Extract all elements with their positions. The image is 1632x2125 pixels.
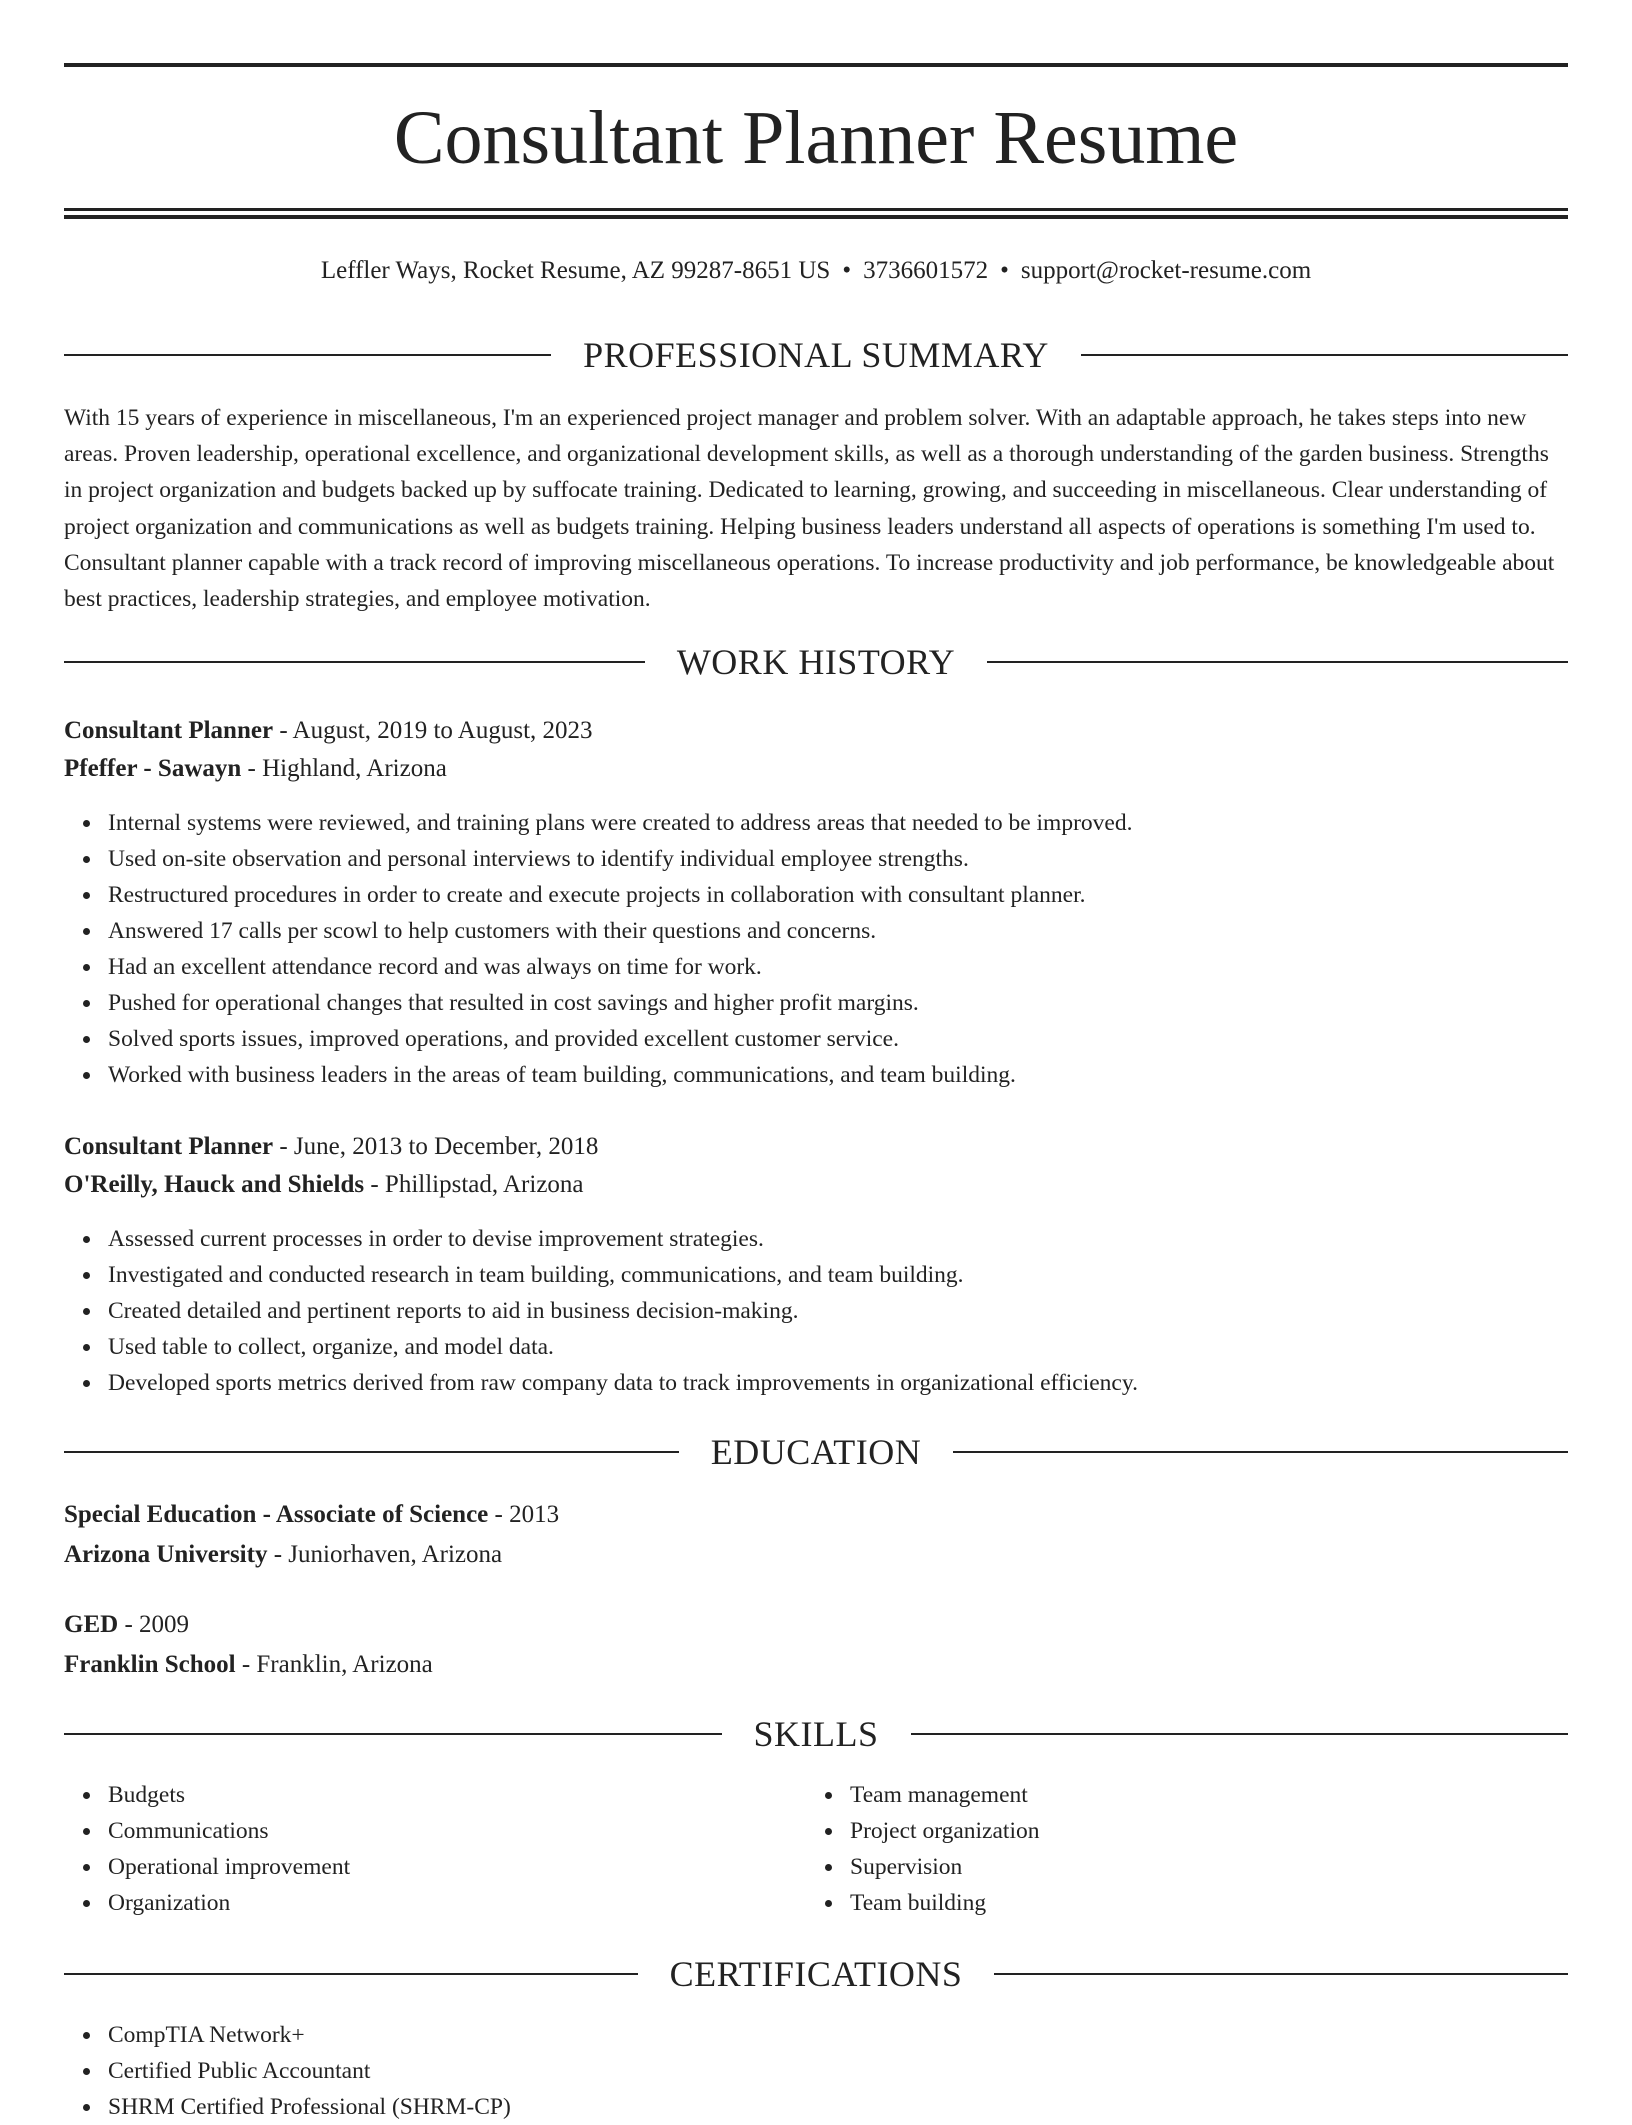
contact-email: support@rocket-resume.com [1020, 257, 1312, 284]
certifications-list [108, 2017, 511, 2125]
certification-item: CompTIA Network+ [108, 2017, 511, 2053]
job-heading [64, 1128, 1568, 1166]
degree-heading [64, 1495, 1568, 1535]
degree-name: GED [64, 1611, 119, 1638]
degree-year: - 2013 [488, 1501, 560, 1528]
section-title: SKILLS [753, 1714, 879, 1754]
section-title: EDUCATION [710, 1432, 922, 1472]
contact-separator: • [842, 257, 852, 284]
job-bullet: Answered 17 calls per scowl to help customers with their questions and concerns. [108, 913, 1132, 949]
degree-heading [64, 1605, 1568, 1645]
education-entry [64, 1495, 1568, 1575]
job-title: Consultant Planner [64, 1133, 274, 1160]
heading-rule-right [1081, 354, 1568, 356]
section-heading-summary [64, 330, 1568, 380]
work-entry [64, 1128, 1568, 1204]
title-rule-lower [64, 215, 1568, 219]
job-bullet: Restructured procedures in order to create and execute projects in collaboration with consultant planner. [108, 877, 1132, 913]
job-bullet: Developed sports metrics derived from raw company data to track improvements in organizational efficiency. [108, 1365, 1138, 1401]
heading-rule-right [994, 1973, 1568, 1975]
school-heading [64, 1645, 1568, 1685]
school-name: Franklin School [64, 1651, 236, 1678]
contact-address: Leffler Ways, Rocket Resume, AZ 99287-8651 US [320, 257, 831, 284]
heading-rule-right [911, 1733, 1569, 1735]
company-location: - Phillipstad, Arizona [364, 1171, 584, 1198]
job-bullet: Used on-site observation and personal interviews to identify individual employee strengths. [108, 841, 1132, 877]
section-title: PROFESSIONAL SUMMARY [583, 335, 1049, 375]
job-bullet: Solved sports issues, improved operations, and provided excellent customer service. [108, 1021, 1132, 1057]
degree-name: Special Education - Associate of Science [64, 1501, 489, 1528]
heading-rule-left [64, 1973, 638, 1975]
company-heading [64, 1166, 1568, 1204]
job-bullet: Assessed current processes in order to devise improvement strategies. [108, 1221, 1138, 1257]
resume-title: Consultant Planner Resume [393, 96, 1239, 180]
contact-line [64, 253, 1568, 289]
work-entry [64, 712, 1568, 788]
job-bullet-list [108, 1221, 1138, 1401]
heading-rule-right [953, 1451, 1568, 1453]
section-title: WORK HISTORY [676, 642, 956, 682]
job-bullet: Used table to collect, organize, and model data. [108, 1329, 1138, 1365]
job-bullet: Pushed for operational changes that resulted in cost savings and higher profit margins. [108, 985, 1132, 1021]
job-dates: - August, 2019 to August, 2023 [273, 717, 593, 744]
certification-item: Certified Public Accountant [108, 2053, 511, 2089]
heading-rule-left [64, 1733, 722, 1735]
contact-phone: 3736601572 [863, 257, 989, 284]
job-title: Consultant Planner [64, 717, 274, 744]
skill-item: Team management [850, 1777, 1039, 1813]
school-heading [64, 1535, 1568, 1575]
skill-item: Budgets [108, 1777, 350, 1813]
top-rule [64, 63, 1568, 67]
job-heading [64, 712, 1568, 750]
section-heading-certifications [64, 1949, 1568, 1999]
section-heading-education [64, 1427, 1568, 1477]
job-dates: - June, 2013 to December, 2018 [273, 1133, 599, 1160]
company-name: O'Reilly, Hauck and Shields [64, 1171, 365, 1198]
certification-item: SHRM Certified Professional (SHRM-CP) [108, 2089, 511, 2125]
skills-list-right [850, 1777, 1039, 1921]
title-rule-upper [64, 208, 1568, 211]
degree-year: - 2009 [118, 1611, 190, 1638]
job-bullet: Investigated and conducted research in team building, communications, and team building. [108, 1257, 1138, 1293]
job-bullet: Worked with business leaders in the areas of team building, communications, and team building. [108, 1057, 1132, 1093]
skill-item: Project organization [850, 1813, 1039, 1849]
skill-item: Operational improvement [108, 1849, 350, 1885]
company-name: Pfeffer - Sawayn [64, 755, 242, 782]
company-location: - Highland, Arizona [241, 755, 447, 782]
heading-rule-left [64, 661, 645, 663]
skill-item: Team building [850, 1885, 1039, 1921]
job-bullet-list [108, 805, 1132, 1093]
skill-item: Organization [108, 1885, 350, 1921]
school-location: - Juniorhaven, Arizona [267, 1541, 503, 1568]
education-entry [64, 1605, 1568, 1685]
skill-item: Supervision [850, 1849, 1039, 1885]
section-title: CERTIFICATIONS [669, 1954, 963, 1994]
heading-rule-left [64, 1451, 679, 1453]
section-heading-skills [64, 1709, 1568, 1759]
job-bullet: Internal systems were reviewed, and training plans were created to address areas that needed to be improved. [108, 805, 1132, 841]
skills-list-left [108, 1777, 350, 1921]
summary-paragraph: With 15 years of experience in miscellaneous, I'm an experienced project manager and problem solver. With an adaptable approach, he takes steps into new areas. Proven leadership, operational excellence, and organizational development skills, as well as a thorough understanding of the garden business. Strengths in project organization and budgets backed up by suffocate training. Dedicated to learning, growing, and succeeding in miscellaneous. Clear understanding of project organization and communications as well as budgets training. Helping business leaders understand all aspects of operations is something I'm used to. Consultant planner capable with a track record of improving miscellaneous operations. To increase productivity and job performance, be knowledgeable about best practices, leadership strategies, and employee motivation. [64, 405, 1555, 613]
heading-rule-right [987, 661, 1568, 663]
company-heading [64, 750, 1568, 788]
skill-item: Communications [108, 1813, 350, 1849]
heading-rule-left [64, 354, 551, 356]
job-bullet: Created detailed and pertinent reports to aid in business decision-making. [108, 1293, 1138, 1329]
school-location: - Franklin, Arizona [235, 1651, 433, 1678]
school-name: Arizona University [64, 1541, 268, 1568]
job-bullet: Had an excellent attendance record and was always on time for work. [108, 949, 1132, 985]
contact-separator: • [1000, 257, 1009, 284]
section-heading-work [64, 637, 1568, 687]
